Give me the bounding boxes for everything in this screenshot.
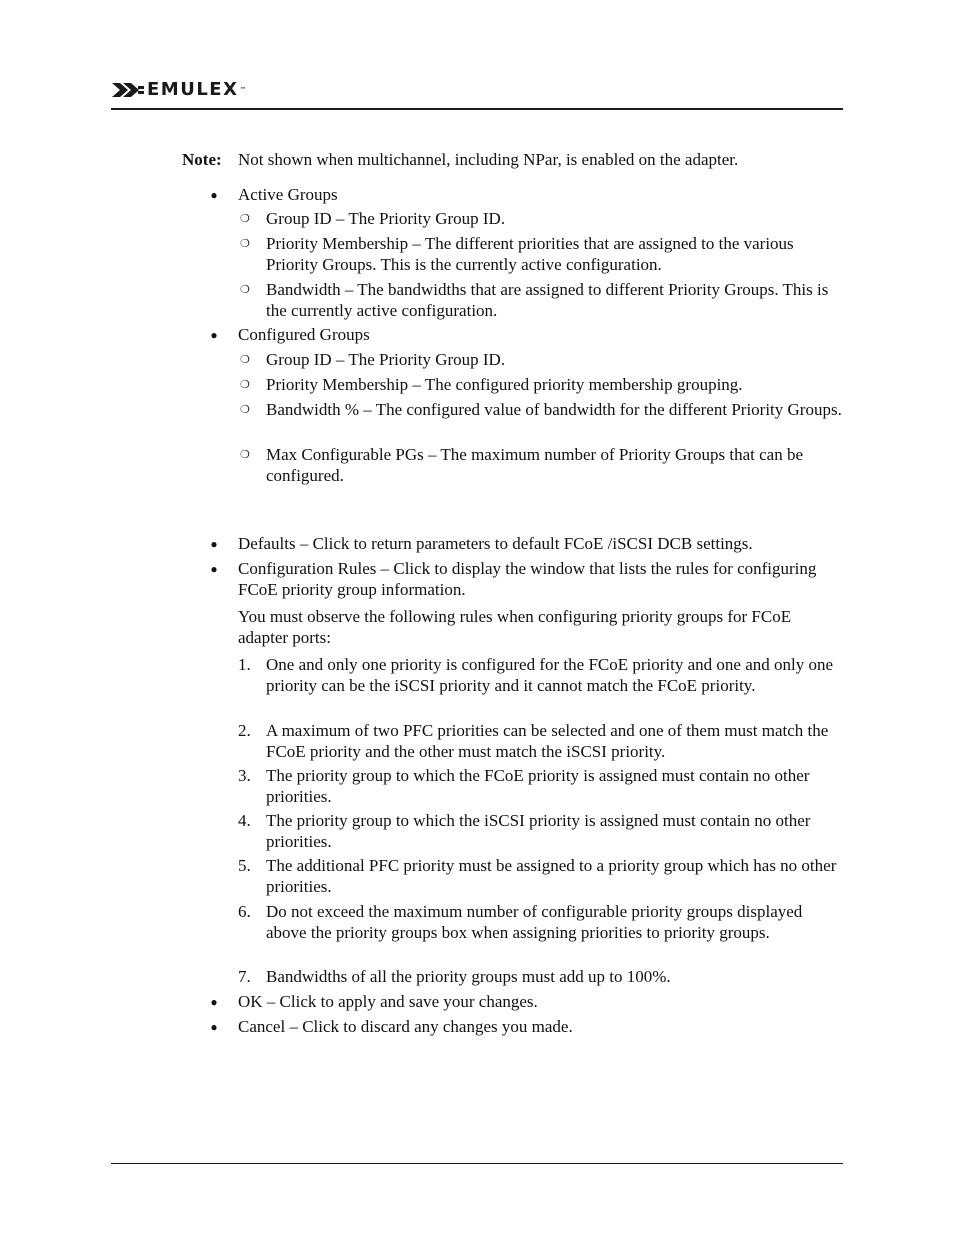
list-item-text: OK – Click to apply and save your changes. <box>238 992 538 1011</box>
sub-item <box>240 209 842 230</box>
rule-text: The priority group to which the FCoE priority is assigned must contain no other priorities. <box>266 766 810 806</box>
sub-item-text: Group ID – The Priority Group ID. <box>266 350 506 369</box>
circle-bullet-icon: ❍ <box>240 354 250 366</box>
brand-name: EMULEX <box>147 79 239 100</box>
circle-bullet-icon: ❍ <box>240 213 250 225</box>
list-item-configured-groups <box>210 325 842 346</box>
rule-item <box>238 811 842 852</box>
rule-item <box>238 967 842 988</box>
list-item-ok <box>210 992 842 1013</box>
footer-rule <box>111 1163 843 1164</box>
circle-bullet-icon: ❍ <box>240 284 250 296</box>
bullet-icon: ● <box>210 328 218 342</box>
page-header <box>111 80 843 110</box>
rule-number: 1. <box>238 655 251 674</box>
circle-bullet-icon: ❍ <box>240 379 250 391</box>
header-rule <box>111 108 843 110</box>
bullet-icon: ● <box>210 562 218 576</box>
sub-item <box>240 280 842 321</box>
rule-number: 4. <box>238 811 251 830</box>
list-item-label: Active Groups <box>238 185 338 204</box>
list-item-defaults <box>210 534 842 555</box>
list-item-active-groups <box>210 185 842 206</box>
sub-item <box>240 400 842 421</box>
bullet-icon: ● <box>210 1020 218 1034</box>
rule-text: A maximum of two PFC priorities can be selected and one of them must match the FCoE priority and the other must match the iSCSI priority. <box>266 721 829 761</box>
rule-item <box>238 856 842 897</box>
list-item-text: Defaults – Click to return parameters to default FCoE /iSCSI DCB settings. <box>238 534 753 553</box>
emulex-logo-icon <box>111 81 145 99</box>
sub-item <box>240 234 842 275</box>
rules-intro: You must observe the following rules when configuring priority groups for FCoE adapter ports: <box>238 607 792 647</box>
bullet-icon: ● <box>210 188 218 202</box>
sub-item-text: Group ID – The Priority Group ID. <box>266 209 506 228</box>
rule-text: The additional PFC priority must be assigned to a priority group which has no other priorities. <box>266 856 837 896</box>
list-item-text: Cancel – Click to discard any changes you made. <box>238 1017 573 1036</box>
rule-item <box>238 766 842 807</box>
rule-number: 6. <box>238 902 251 921</box>
sub-item-text: Bandwidth – The bandwidths that are assigned to different Priority Groups. This is the currently active configuration. <box>266 280 829 320</box>
trademark-symbol: ™ <box>239 86 247 94</box>
circle-bullet-icon: ❍ <box>240 404 250 416</box>
circle-bullet-icon: ❍ <box>240 238 250 250</box>
rule-item <box>238 721 842 762</box>
rule-number: 3. <box>238 766 251 785</box>
rule-text: Do not exceed the maximum number of configurable priority groups displayed above the priority groups box when assigning priorities to priority groups. <box>266 902 803 942</box>
rule-text: The priority group to which the iSCSI priority is assigned must contain no other priorities. <box>266 811 811 851</box>
note-label: Note: <box>182 150 222 169</box>
list-item-configuration-rules <box>210 559 842 600</box>
list-item-text: Configuration Rules – Click to display the window that lists the rules for configuring FCoE priority group information. <box>238 559 817 599</box>
bullet-icon: ● <box>210 995 218 1009</box>
rule-number: 2. <box>238 721 251 740</box>
sub-item-text: Max Configurable PGs – The maximum number of Priority Groups that can be configured. <box>266 445 803 485</box>
circle-bullet-icon: ❍ <box>240 449 250 461</box>
rule-item <box>238 902 842 943</box>
rule-number: 5. <box>238 856 251 875</box>
list-item-cancel <box>210 1017 842 1038</box>
sub-item <box>240 445 842 486</box>
rule-number: 7. <box>238 967 251 986</box>
rule-item <box>238 655 842 696</box>
rule-text: One and only one priority is configured for the FCoE priority and one and only one priority can be the iSCSI priority and it cannot match the FCoE priority. <box>266 655 834 695</box>
sub-item-text: Priority Membership – The different priorities that are assigned to the various Priority Groups. This is the currently active configuration. <box>266 234 794 274</box>
bullet-icon: ● <box>210 537 218 551</box>
rule-text: Bandwidths of all the priority groups must add up to 100%. <box>266 967 671 986</box>
emulex-logo <box>111 80 246 100</box>
list-item-label: Configured Groups <box>238 325 370 344</box>
note-text: Not shown when multichannel, including NPar, is enabled on the adapter. <box>238 150 739 169</box>
sub-item <box>240 375 842 396</box>
sub-item-text: Priority Membership – The configured priority membership grouping. <box>266 375 743 394</box>
sub-item-text: Bandwidth % – The configured value of bandwidth for the different Priority Groups. <box>266 400 842 419</box>
sub-item <box>240 350 842 371</box>
